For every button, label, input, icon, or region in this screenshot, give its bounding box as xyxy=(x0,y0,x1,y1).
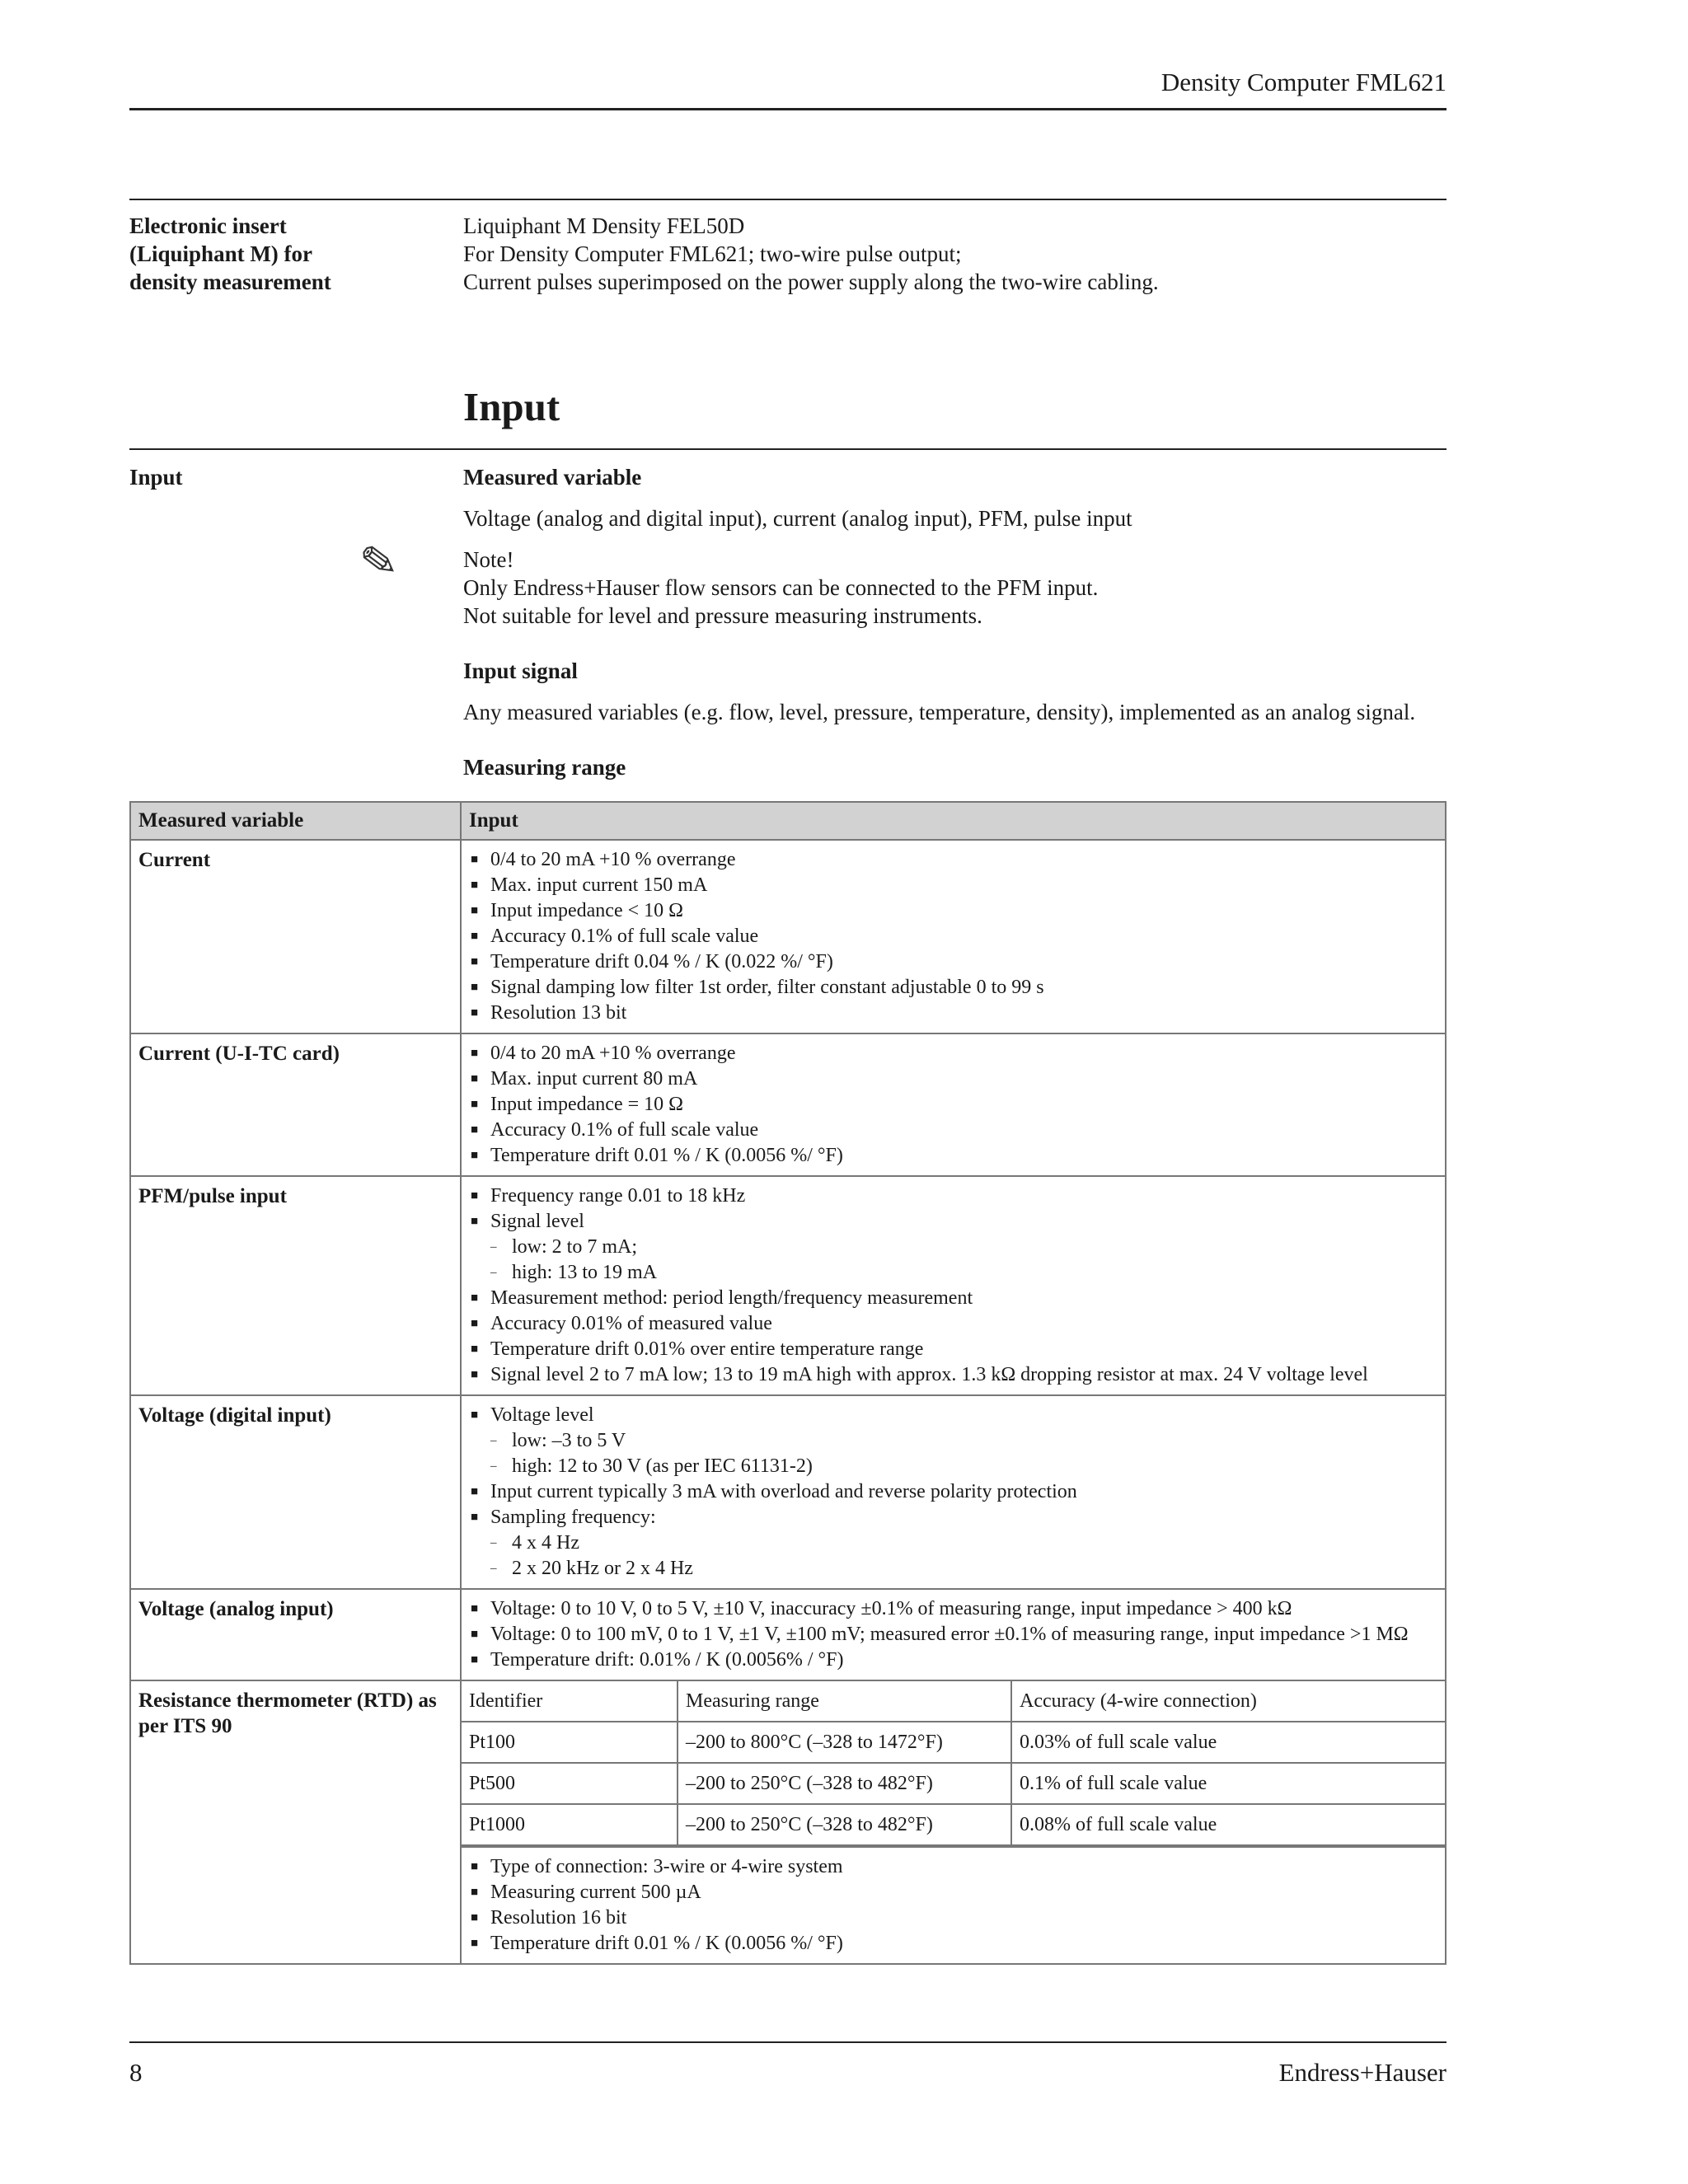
sub-list-item: – high: 13 to 19 mA xyxy=(490,1260,1437,1286)
rtd-row xyxy=(462,1722,1445,1763)
measured-variable-text: Voltage (analog and digital input), current (analog input), PFM, pulse input xyxy=(463,506,1132,531)
table-row xyxy=(130,840,1446,1033)
table-row xyxy=(130,1033,1446,1176)
insert-line: Liquiphant M Density FEL50D xyxy=(463,213,745,238)
list-item: ■ Voltage: 0 to 100 mV, 0 to 1 V, ±1 V, ±100 mV; measured error ±0.1% of measuring range, input impedance >1 MΩ xyxy=(469,1622,1437,1647)
rtd-cell: 0.03% of full scale value xyxy=(1011,1722,1445,1763)
list-item: ■ Temperature drift 0.01 % / K (0.0056 %/ °F) xyxy=(469,1931,1437,1957)
footer-rule xyxy=(129,2041,1447,2043)
list-item: ■ Input impedance = 10 Ω xyxy=(469,1092,1437,1118)
row-values-pfm xyxy=(461,1176,1446,1395)
list-item: ■ Temperature drift 0.04 % / K (0.022 %/ °F) xyxy=(469,949,1437,975)
measured-variable-head: Measured variable xyxy=(463,465,642,490)
list-item: ■ Frequency range 0.01 to 18 kHz xyxy=(469,1183,1437,1209)
list-item: ■ Signal level 2 to 7 mA low; 13 to 19 mA high with approx. 1.3 kΩ dropping resistor at max. 24 V voltage level xyxy=(469,1362,1437,1388)
row-values-rtd xyxy=(461,1680,1446,1964)
rtd-cell: Pt500 xyxy=(462,1763,678,1804)
rtd-cell: –200 to 250°C (–328 to 482°F) xyxy=(678,1763,1011,1804)
insert-label-line: density measurement xyxy=(129,269,331,294)
list-item-text: Voltage level xyxy=(490,1404,594,1426)
list-item: ■ Measurement method: period length/frequency measurement xyxy=(469,1286,1437,1311)
row-values-current-uitc xyxy=(461,1033,1446,1176)
input-signal-heading xyxy=(463,657,1444,685)
measured-variable-heading xyxy=(463,463,1444,491)
list-item: ■ Resolution 16 bit xyxy=(469,1905,1437,1931)
table-header-row xyxy=(130,802,1446,840)
document-title: Density Computer FML621 xyxy=(1160,68,1447,96)
list-item: ■ 0/4 to 20 mA +10 % overrange xyxy=(469,847,1437,873)
table-row xyxy=(130,1395,1446,1589)
rtd-row xyxy=(462,1763,1445,1804)
measuring-range-heading xyxy=(463,753,1444,781)
footer-brand: Endress+Hauser xyxy=(1278,2058,1447,2087)
insert-label-line: Electronic insert xyxy=(129,213,287,238)
list-item xyxy=(469,1403,1437,1479)
row-values-voltage-digital xyxy=(461,1395,1446,1589)
row-label-pfm: PFM/pulse input xyxy=(130,1176,461,1395)
section-rule xyxy=(129,448,1447,450)
rtd-cell: 0.08% of full scale value xyxy=(1011,1804,1445,1845)
rtd-cell: Pt1000 xyxy=(462,1804,678,1845)
rtd-cell: Pt100 xyxy=(462,1722,678,1763)
rtd-header-cell: Identifier xyxy=(462,1681,678,1722)
sub-list-item: – low: 2 to 7 mA; xyxy=(490,1235,1437,1260)
insert-description xyxy=(463,212,1444,296)
list-item: ■ 0/4 to 20 mA +10 % overrange xyxy=(469,1041,1437,1066)
insert-line: For Density Computer FML621; two-wire pulse output; xyxy=(463,241,962,266)
list-item-text: Signal level xyxy=(490,1211,584,1232)
measuring-range-head: Measuring range xyxy=(463,755,626,780)
insert-label-line: (Liquiphant M) for xyxy=(129,241,313,266)
input-label: Input xyxy=(129,465,183,490)
list-item: ■ Input impedance < 10 Ω xyxy=(469,898,1437,924)
list-item: ■ Resolution 13 bit xyxy=(469,1001,1437,1026)
note-title: Note! xyxy=(463,547,514,572)
list-item: ■ Temperature drift 0.01 % / K (0.0056 %/ °F) xyxy=(469,1143,1437,1169)
rtd-header-cell: Measuring range xyxy=(678,1681,1011,1722)
row-label-rtd: Resistance thermometer (RTD) as per ITS 90 xyxy=(130,1680,461,1964)
list-item: ■ Max. input current 150 mA xyxy=(469,873,1437,898)
page-number: 8 xyxy=(129,2058,143,2087)
table-row xyxy=(130,1589,1446,1680)
list-item: ■ Type of connection: 3-wire or 4-wire system xyxy=(469,1854,1437,1880)
row-label-voltage-digital: Voltage (digital input) xyxy=(130,1395,461,1589)
pencil-icon: ✎ xyxy=(357,535,401,589)
rtd-cell: –200 to 250°C (–328 to 482°F) xyxy=(678,1804,1011,1845)
sub-list-item: – low: –3 to 5 V xyxy=(490,1428,1437,1454)
row-label-current: Current xyxy=(130,840,461,1033)
header-rule xyxy=(129,108,1447,110)
list-item xyxy=(469,1209,1437,1286)
list-item: ■ Voltage: 0 to 10 V, 0 to 5 V, ±10 V, inaccuracy ±0.1% of measuring range, input impedance > 400 kΩ xyxy=(469,1596,1437,1622)
section-title: Input xyxy=(463,384,560,429)
sub-list-item: – 2 x 20 kHz or 2 x 4 Hz xyxy=(490,1556,1437,1582)
list-item: ■ Temperature drift: 0.01% / K (0.0056% / °F) xyxy=(469,1647,1437,1673)
rtd-notes xyxy=(462,1846,1445,1963)
rtd-cell: 0.1% of full scale value xyxy=(1011,1763,1445,1804)
list-item: ■ Input current typically 3 mA with overload and reverse polarity protection xyxy=(469,1479,1437,1505)
note-line: Not suitable for level and pressure measuring instruments. xyxy=(463,603,982,628)
input-signal-text: Any measured variables (e.g. flow, level, pressure, temperature, density), implemented as an analog signal. xyxy=(463,700,1416,724)
note-block xyxy=(463,546,1444,630)
input-signal-head: Input signal xyxy=(463,658,578,683)
row-values-voltage-analog xyxy=(461,1589,1446,1680)
rtd-cell: –200 to 800°C (–328 to 1472°F) xyxy=(678,1722,1011,1763)
list-item: ■ Accuracy 0.1% of full scale value xyxy=(469,924,1437,949)
table-header-cell: Measured variable xyxy=(130,802,461,840)
sub-list-item: – high: 12 to 30 V (as per IEC 61131-2) xyxy=(490,1454,1437,1479)
sub-list-item: – 4 x 4 Hz xyxy=(490,1530,1437,1556)
note-line: Only Endress+Hauser flow sensors can be connected to the PFM input. xyxy=(463,575,1099,600)
list-item-text: Sampling frequency: xyxy=(490,1507,656,1528)
table-row xyxy=(130,1176,1446,1395)
list-item: ■ Temperature drift 0.01% over entire temperature range xyxy=(469,1337,1437,1362)
row-label-current-uitc: Current (U-I-TC card) xyxy=(130,1033,461,1176)
list-item: ■ Signal damping low filter 1st order, filter constant adjustable 0 to 99 s xyxy=(469,975,1437,1001)
insert-line: Current pulses superimposed on the power supply along the two-wire cabling. xyxy=(463,269,1159,294)
measuring-range-table xyxy=(129,801,1447,1965)
rtd-header-cell: Accuracy (4-wire connection) xyxy=(1011,1681,1445,1722)
row-values-current xyxy=(461,840,1446,1033)
insert-label xyxy=(129,212,331,296)
insert-rule xyxy=(129,199,1447,200)
rtd-header-row xyxy=(462,1681,1445,1722)
rtd-row xyxy=(462,1804,1445,1845)
table-row xyxy=(130,1680,1446,1964)
list-item: ■ Accuracy 0.1% of full scale value xyxy=(469,1118,1437,1143)
list-item xyxy=(469,1505,1437,1582)
list-item: ■ Max. input current 80 mA xyxy=(469,1066,1437,1092)
row-label-voltage-analog: Voltage (analog input) xyxy=(130,1589,461,1680)
list-item: ■ Accuracy 0.01% of measured value xyxy=(469,1311,1437,1337)
list-item: ■ Measuring current 500 µA xyxy=(469,1880,1437,1905)
rtd-table xyxy=(462,1681,1445,1846)
table-header-cell: Input xyxy=(461,802,1446,840)
